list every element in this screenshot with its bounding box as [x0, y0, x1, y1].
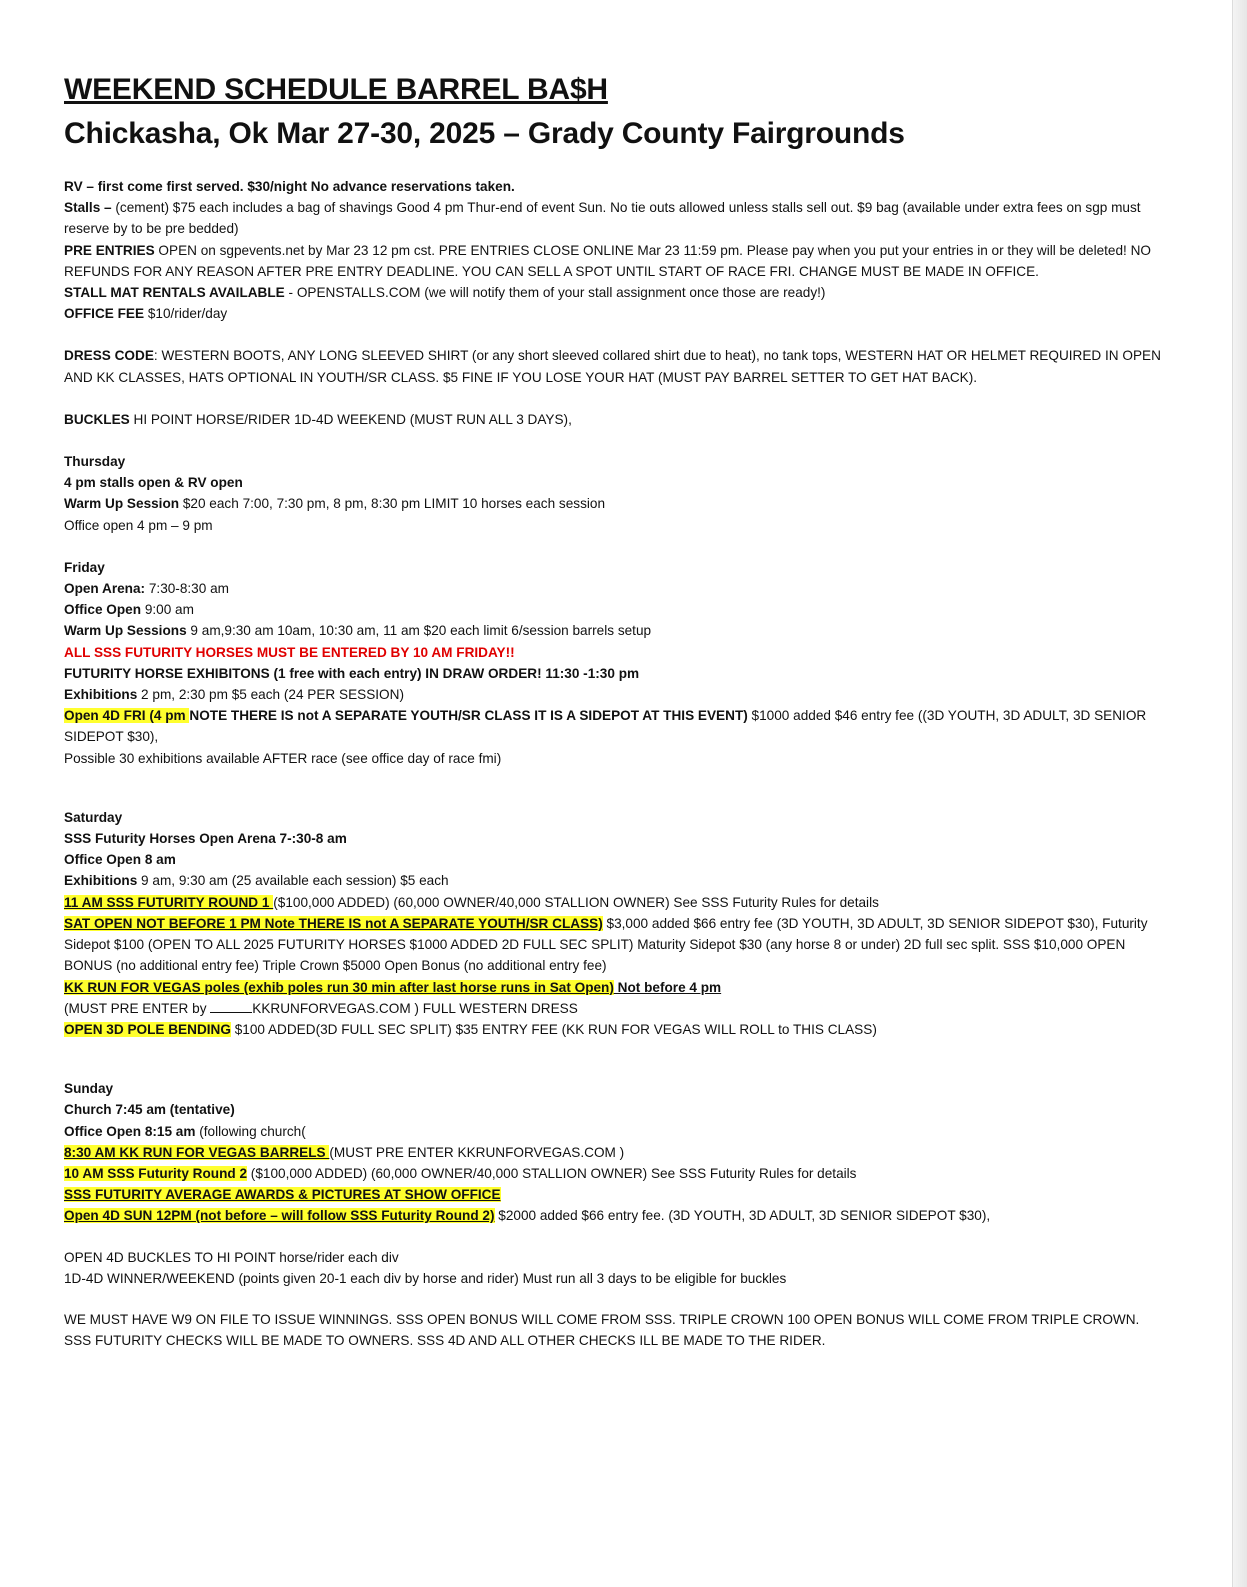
thursday-warmup: Warm Up Session $20 each 7:00, 7:30 pm, 8 pm, 8:30 pm LIMIT 10 horses each session: [64, 496, 606, 512]
pre-entries-line: PRE ENTRIES OPEN on sgpevents.net by Mar 23 12 pm cst. PRE ENTRIES CLOSE ONLINE Mar 23 11:59 pm. Please pay when you put your entries in or they will be deleted! NO REFUNDS FOR ANY REASON AFTER PRE ENTRY DEADLINE. YOU CAN SELL A SPOT UNTIL START OF RACE FRI. CHANGE MUST BE MADE IN OFFICE.: [64, 242, 1151, 279]
saturday-futurity-round-1: 11 AM SSS FUTURITY ROUND 1 ($100,000 ADDED) (60,000 OWNER/40,000 STALLION OWNER) See SSS Futurity Rules for details: [64, 894, 879, 910]
friday-heading: Friday: [64, 559, 105, 575]
document: [64, 70, 1164, 1351]
friday-possible-exhibitions: Possible 30 exhibitions available AFTER race (see office day of race fmi): [64, 750, 502, 766]
friday-warmup: Warm Up Sessions 9 am,9:30 am 10am, 10:30 am, 11 am $20 each limit 6/session barrels setup: [64, 623, 652, 639]
rv-line: RV – first come first served. $30/night No advance reservations taken.: [64, 179, 515, 194]
friday-exhibitions: Exhibitions 2 pm, 2:30 pm $5 each (24 PER SESSION): [64, 687, 404, 703]
buckles-line: BUCKLES HI POINT HORSE/RIDER 1D-4D WEEKEND (MUST RUN ALL 3 DAYS),: [64, 411, 572, 427]
page-subtitle: Chickasha, Ok Mar 27-30, 2025 – Grady County Fairgrounds: [64, 117, 905, 150]
saturday-kk-pre-enter: (MUST PRE ENTER by KKRUNFORVEGAS.COM ) FULL WESTERN DRESS: [64, 1000, 578, 1016]
document-body: [64, 176, 1164, 1351]
sunday-office: Office Open 8:15 am (following church(: [64, 1123, 306, 1139]
friday-open-4d: Open 4D FRI (4 pm NOTE THERE IS not A SEPARATE YOUTH/SR CLASS IT IS A SIDEPOT AT THIS EVENT) $1000 added $46 entry fee ((3D YOUTH, 3D ADULT, 3D SENIOR SIDEPOT $30),: [64, 708, 1147, 745]
saturday-office: Office Open 8 am: [64, 852, 176, 868]
saturday-futurity-arena: SSS Futurity Horses Open Arena 7-:30-8 am: [64, 831, 347, 847]
saturday-open: SAT OPEN NOT BEFORE 1 PM Note THERE IS not A SEPARATE YOUTH/SR CLASS) $3,000 added $66 entry fee (3D YOUTH, 3D ADULT, 3D SENIOR SIDEPOT $30), Futurity Sidepot $100 (OPEN TO ALL 2025 FUTURITY HORSES $1000 ADDED 2D FULL SEC SPLIT) Maturity Sidepot $30 (any horse 8 or under) 2D full sec split. SSS $10,000 OPEN BONUS (no additional entry fee) Triple Crown $5000 Open Bonus (no additional entry fee): [64, 915, 1148, 974]
stall-mat-line: STALL MAT RENTALS AVAILABLE - OPENSTALLS.COM (we will notify them of your stall assignment once those are ready!): [64, 285, 826, 301]
page-title: WEEKEND SCHEDULE BARREL BA$H: [64, 73, 608, 106]
sunday-kk-barrels: 8:30 AM KK RUN FOR VEGAS BARRELS (MUST PRE ENTER KKRUNFORVEGAS.COM ): [64, 1144, 625, 1160]
saturday-heading: Saturday: [64, 809, 123, 825]
footer-w9: WE MUST HAVE W9 ON FILE TO ISSUE WINNINGS. SSS OPEN BONUS WILL COME FROM SSS. TRIPLE CROWN 100 OPEN BONUS WILL COME FROM TRIPLE CROWN. SSS FUTURITY CHECKS WILL BE MADE TO OWNERS. SSS 4D AND ALL OTHER CHECKS ILL BE MADE TO THE RIDER.: [64, 1311, 1140, 1349]
friday-futurity-exhibitions: FUTURITY HORSE EXHIBITONS (1 free with each entry) IN DRAW ORDER! 11:30 -1:30 pm: [64, 665, 640, 681]
office-fee-line: OFFICE FEE $10/rider/day: [64, 306, 228, 322]
sunday-heading: Sunday: [64, 1081, 114, 1097]
footer-buckles-1: OPEN 4D BUCKLES TO HI POINT horse/rider each div: [64, 1249, 399, 1265]
footer-buckles-2: 1D-4D WINNER/WEEKEND (points given 20-1 each div by horse and rider) Must run all 3 days to be eligible for buckles: [64, 1270, 787, 1286]
page-edge: [1232, 0, 1247, 1587]
sunday-awards: SSS FUTURITY AVERAGE AWARDS & PICTURES AT SHOW OFFICE: [64, 1187, 501, 1203]
saturday-exhibitions: Exhibitions 9 am, 9:30 am (25 available each session) $5 each: [64, 873, 449, 889]
thursday-stalls: 4 pm stalls open & RV open: [64, 475, 243, 491]
thursday-heading: Thursday: [64, 454, 126, 470]
thursday-office: Office open 4 pm – 9 pm: [64, 517, 213, 533]
dress-code-line: DRESS CODE: WESTERN BOOTS, ANY LONG SLEEVED SHIRT (or any short sleeved collared shirt due to heat), no tank tops, WESTERN HAT OR HELMET REQUIRED IN OPEN AND KK CLASSES, HATS OPTIONAL IN YOUTH/SR CLASS. $5 FINE IF YOU LOSE YOUR HAT (MUST PAY BARREL SETTER TO GET HAT BACK).: [64, 348, 1161, 385]
friday-futurity-notice: ALL SSS FUTURITY HORSES MUST BE ENTERED BY 10 AM FRIDAY!!: [64, 644, 515, 660]
friday-arena: Open Arena: 7:30-8:30 am: [64, 581, 229, 597]
sunday-open-4d: Open 4D SUN 12PM (not before – will follow SSS Futurity Round 2) $2000 added $66 entry fee. (3D YOUTH, 3D ADULT, 3D SENIOR SIDEPOT $30),: [64, 1208, 991, 1224]
saturday-pole-bending: OPEN 3D POLE BENDING $100 ADDED(3D FULL SEC SPLIT) $35 ENTRY FEE (KK RUN FOR VEGAS WILL ROLL to THIS CLASS): [64, 1021, 877, 1037]
sunday-church: Church 7:45 am (tentative): [64, 1102, 235, 1118]
sunday-futurity-round-2: 10 AM SSS Futurity Round 2 ($100,000 ADDED) (60,000 OWNER/40,000 STALLION OWNER) See SSS Futurity Rules for details: [64, 1165, 857, 1181]
blank-line: [210, 1000, 252, 1013]
saturday-kk-poles: KK RUN FOR VEGAS poles (exhib poles run 30 min after last horse runs in Sat Open) Not before 4 pm: [64, 979, 722, 995]
friday-office: Office Open 9:00 am: [64, 602, 194, 618]
stalls-line: Stalls – (cement) $75 each includes a bag of shavings Good 4 pm Thur-end of event Sun. No tie outs allowed unless stalls sell out. $9 bag (available under extra fees on sgp must reserve by to be pre bedded): [64, 200, 1141, 237]
